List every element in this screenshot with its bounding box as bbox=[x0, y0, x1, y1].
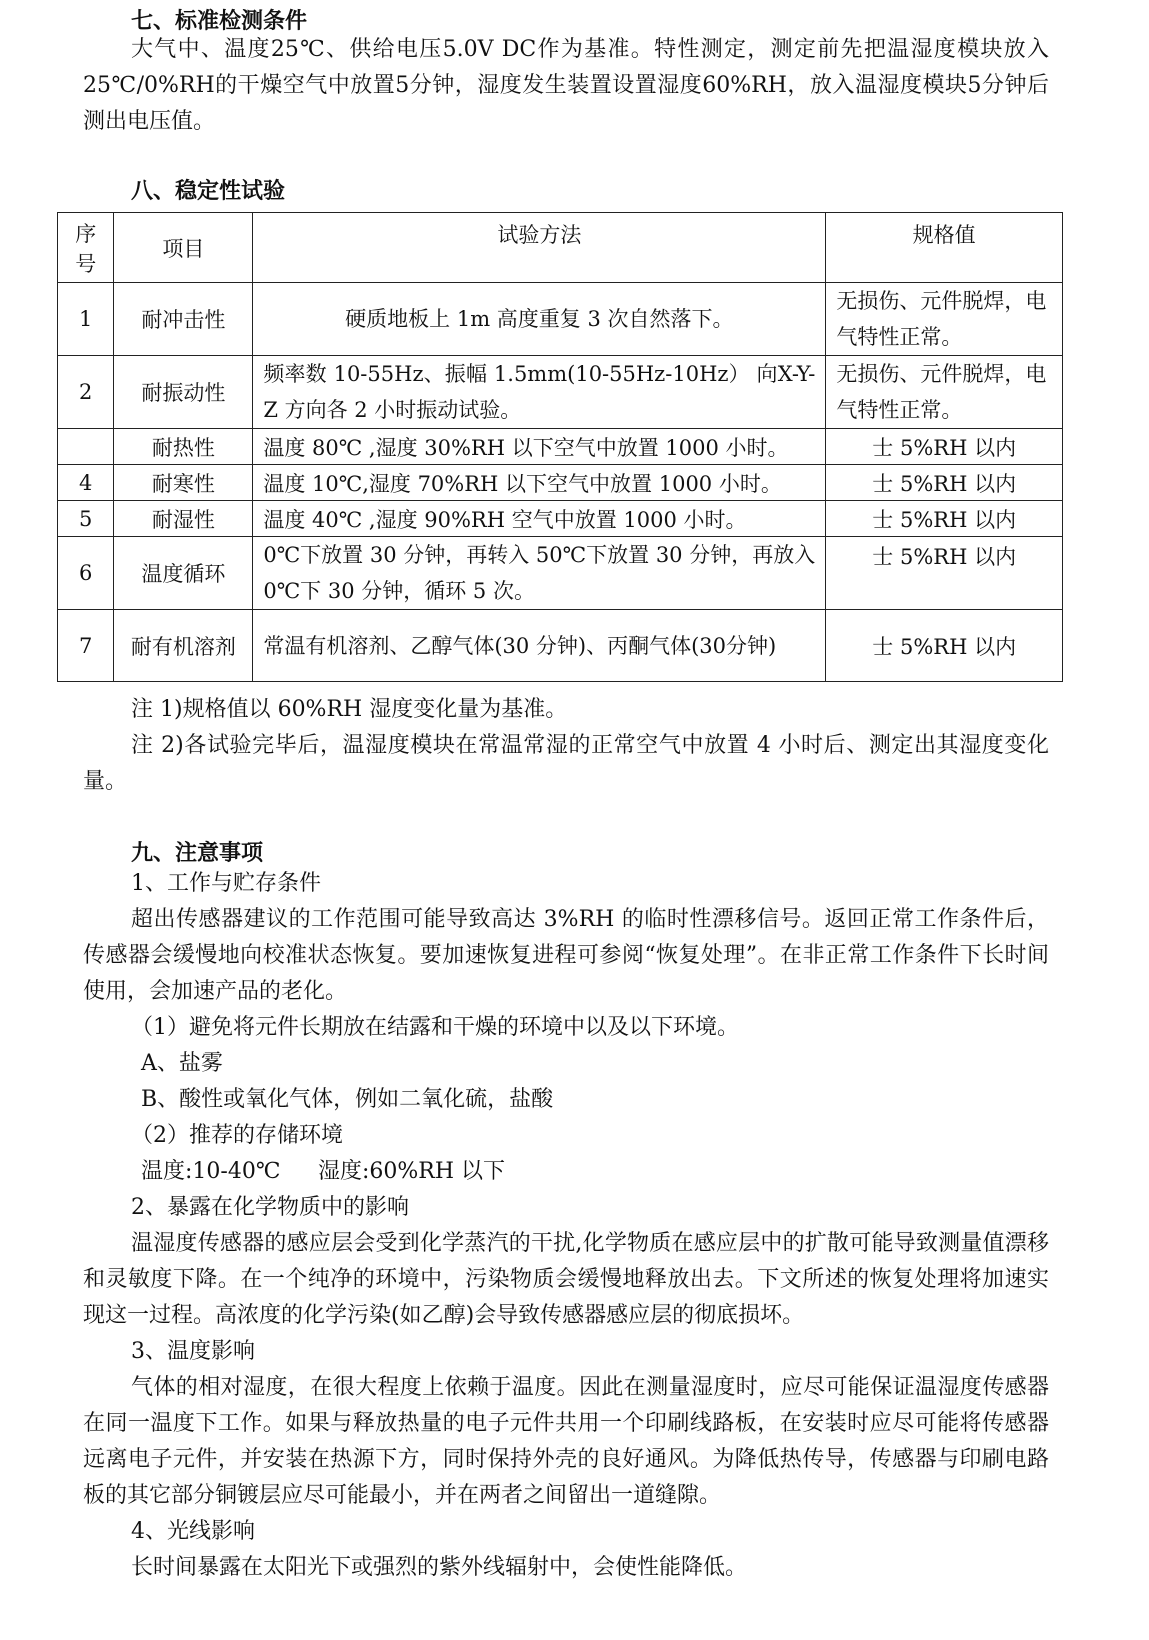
row-no: 7 bbox=[58, 610, 114, 682]
header-spec: 规格值 bbox=[826, 213, 1063, 283]
storage-humidity: 湿度:60%RH 以下 bbox=[318, 1159, 506, 1184]
list-item-1b: B、酸性或氧化气体，例如二氧化硫，盐酸 bbox=[141, 1087, 554, 1112]
row-method: 常温有机溶剂、乙醇气体(30 分钟)、丙酮气体(30分钟) bbox=[253, 610, 826, 682]
row-method: 硬质地板上 1m 高度重复 3 次自然落下。 bbox=[253, 283, 826, 356]
table-row bbox=[58, 283, 1063, 356]
header-item: 项目 bbox=[114, 213, 253, 283]
section-7-body: 大气中、温度25℃、供给电压5.0V DC作为基准。特性测定，测定前先把温湿度模块放入25℃/0%RH的干燥空气中放置5分钟，湿度发生装置设置湿度60%RH，放入温湿度模块5分钟后测出电压值。 bbox=[83, 37, 1049, 134]
header-no: 序号 bbox=[58, 213, 114, 283]
table-row bbox=[58, 356, 1063, 429]
row-method: 温度 40℃ ,湿度 90%RH 空气中放置 1000 小时。 bbox=[253, 501, 826, 537]
row-spec: 士 5%RH 以内 bbox=[826, 429, 1063, 465]
stability-test-table bbox=[57, 212, 1063, 682]
note-2: 注 2)各试验完毕后，温湿度模块在常温常湿的正常空气中放置 4 小时后、测定出其湿度变化量。 bbox=[83, 733, 1049, 794]
row-method: 频率数 10-55Hz、振幅 1.5mm(10-55Hz-10Hz） 向X-Y-Z 方向各 2 小时振动试验。 bbox=[253, 356, 826, 429]
header-method: 试验方法 bbox=[253, 213, 826, 283]
row-item: 耐冲击性 bbox=[114, 283, 253, 356]
row-item: 温度循环 bbox=[114, 537, 253, 610]
subsection-3-body: 气体的相对湿度，在很大程度上依赖于温度。因此在测量湿度时，应尽可能保证温湿度传感器在同一温度下工作。如果与释放热量的电子元件共用一个印刷线路板，在安装时应尽可能将传感器远离电子元件，并安装在热源下方，同时保持外壳的良好通风。为降低热传导，传感器与印刷电路板的其它部分铜镀层应尽可能最小，并在两者之间留出一道缝隙。 bbox=[83, 1375, 1049, 1508]
note-1: 注 1)规格值以 60%RH 湿度变化量为基准。 bbox=[131, 697, 568, 722]
storage-temperature: 温度:10-40℃ bbox=[141, 1159, 281, 1184]
row-no: 6 bbox=[58, 537, 114, 610]
subsection-4-body: 长时间暴露在太阳光下或强烈的紫外线辐射中，会使性能降低。 bbox=[131, 1555, 748, 1580]
table-row bbox=[58, 537, 1063, 610]
subsection-1-body: 超出传感器建议的工作范围可能导致高达 3%RH 的临时性漂移信号。返回正常工作条件后，传感器会缓慢地向校准状态恢复。要加速恢复进程可参阅“恢复处理”。在非正常工作条件下长时间使用，会加速产品的老化。 bbox=[83, 907, 1049, 1004]
section-7-heading: 七、标准检测条件 bbox=[131, 9, 308, 34]
row-item: 耐热性 bbox=[114, 429, 253, 465]
row-spec: 士 5%RH 以内 bbox=[826, 501, 1063, 537]
section-8-heading: 八、稳定性试验 bbox=[131, 179, 286, 204]
subheading-4: 4、光线影响 bbox=[131, 1519, 255, 1544]
list-item-1: （1）避免将元件长期放在结露和干燥的环境中以及以下环境。 bbox=[131, 1015, 739, 1040]
row-item: 耐振动性 bbox=[114, 356, 253, 429]
row-spec: 士 5%RH 以内 bbox=[826, 610, 1063, 682]
table-header-row bbox=[58, 213, 1063, 283]
table-row bbox=[58, 610, 1063, 682]
row-spec: 无损伤、元件脱焊，电气特性正常。 bbox=[826, 283, 1063, 356]
table-row bbox=[58, 429, 1063, 465]
row-item: 耐寒性 bbox=[114, 465, 253, 501]
row-spec: 士 5%RH 以内 bbox=[826, 537, 1063, 610]
row-no: 4 bbox=[58, 465, 114, 501]
subheading-3: 3、温度影响 bbox=[131, 1339, 255, 1364]
subheading-2: 2、暴露在化学物质中的影响 bbox=[131, 1195, 409, 1220]
row-no: 2 bbox=[58, 356, 114, 429]
row-method: 温度 10℃,湿度 70%RH 以下空气中放置 1000 小时。 bbox=[253, 465, 826, 501]
row-no: 1 bbox=[58, 283, 114, 356]
row-spec: 士 5%RH 以内 bbox=[826, 465, 1063, 501]
table-row bbox=[58, 501, 1063, 537]
section-9-heading: 九、注意事项 bbox=[131, 841, 264, 866]
row-item: 耐有机溶剂 bbox=[114, 610, 253, 682]
row-method: 温度 80℃ ,湿度 30%RH 以下空气中放置 1000 小时。 bbox=[253, 429, 826, 465]
row-no: 5 bbox=[58, 501, 114, 537]
row-method: 0℃下放置 30 分钟，再转入 50℃下放置 30 分钟，再放入 0℃下 30 分钟，循环 5 次。 bbox=[253, 537, 826, 610]
row-no bbox=[58, 429, 114, 465]
list-item-2: （2）推荐的存储环境 bbox=[131, 1123, 343, 1148]
subheading-1: 1、工作与贮存条件 bbox=[131, 871, 321, 896]
subsection-2-body: 温湿度传感器的感应层会受到化学蒸汽的干扰,化学物质在感应层中的扩散可能导致测量值漂移和灵敏度下降。在一个纯净的环境中，污染物质会缓慢地释放出去。下文所述的恢复处理将加速实现这一过程。高浓度的化学污染(如乙醇)会导致传感器感应层的彻底损坏。 bbox=[83, 1231, 1049, 1328]
row-spec: 无损伤、元件脱焊，电气特性正常。 bbox=[826, 356, 1063, 429]
list-item-1a: A、盐雾 bbox=[141, 1051, 223, 1076]
table-row bbox=[58, 465, 1063, 501]
row-item: 耐湿性 bbox=[114, 501, 253, 537]
